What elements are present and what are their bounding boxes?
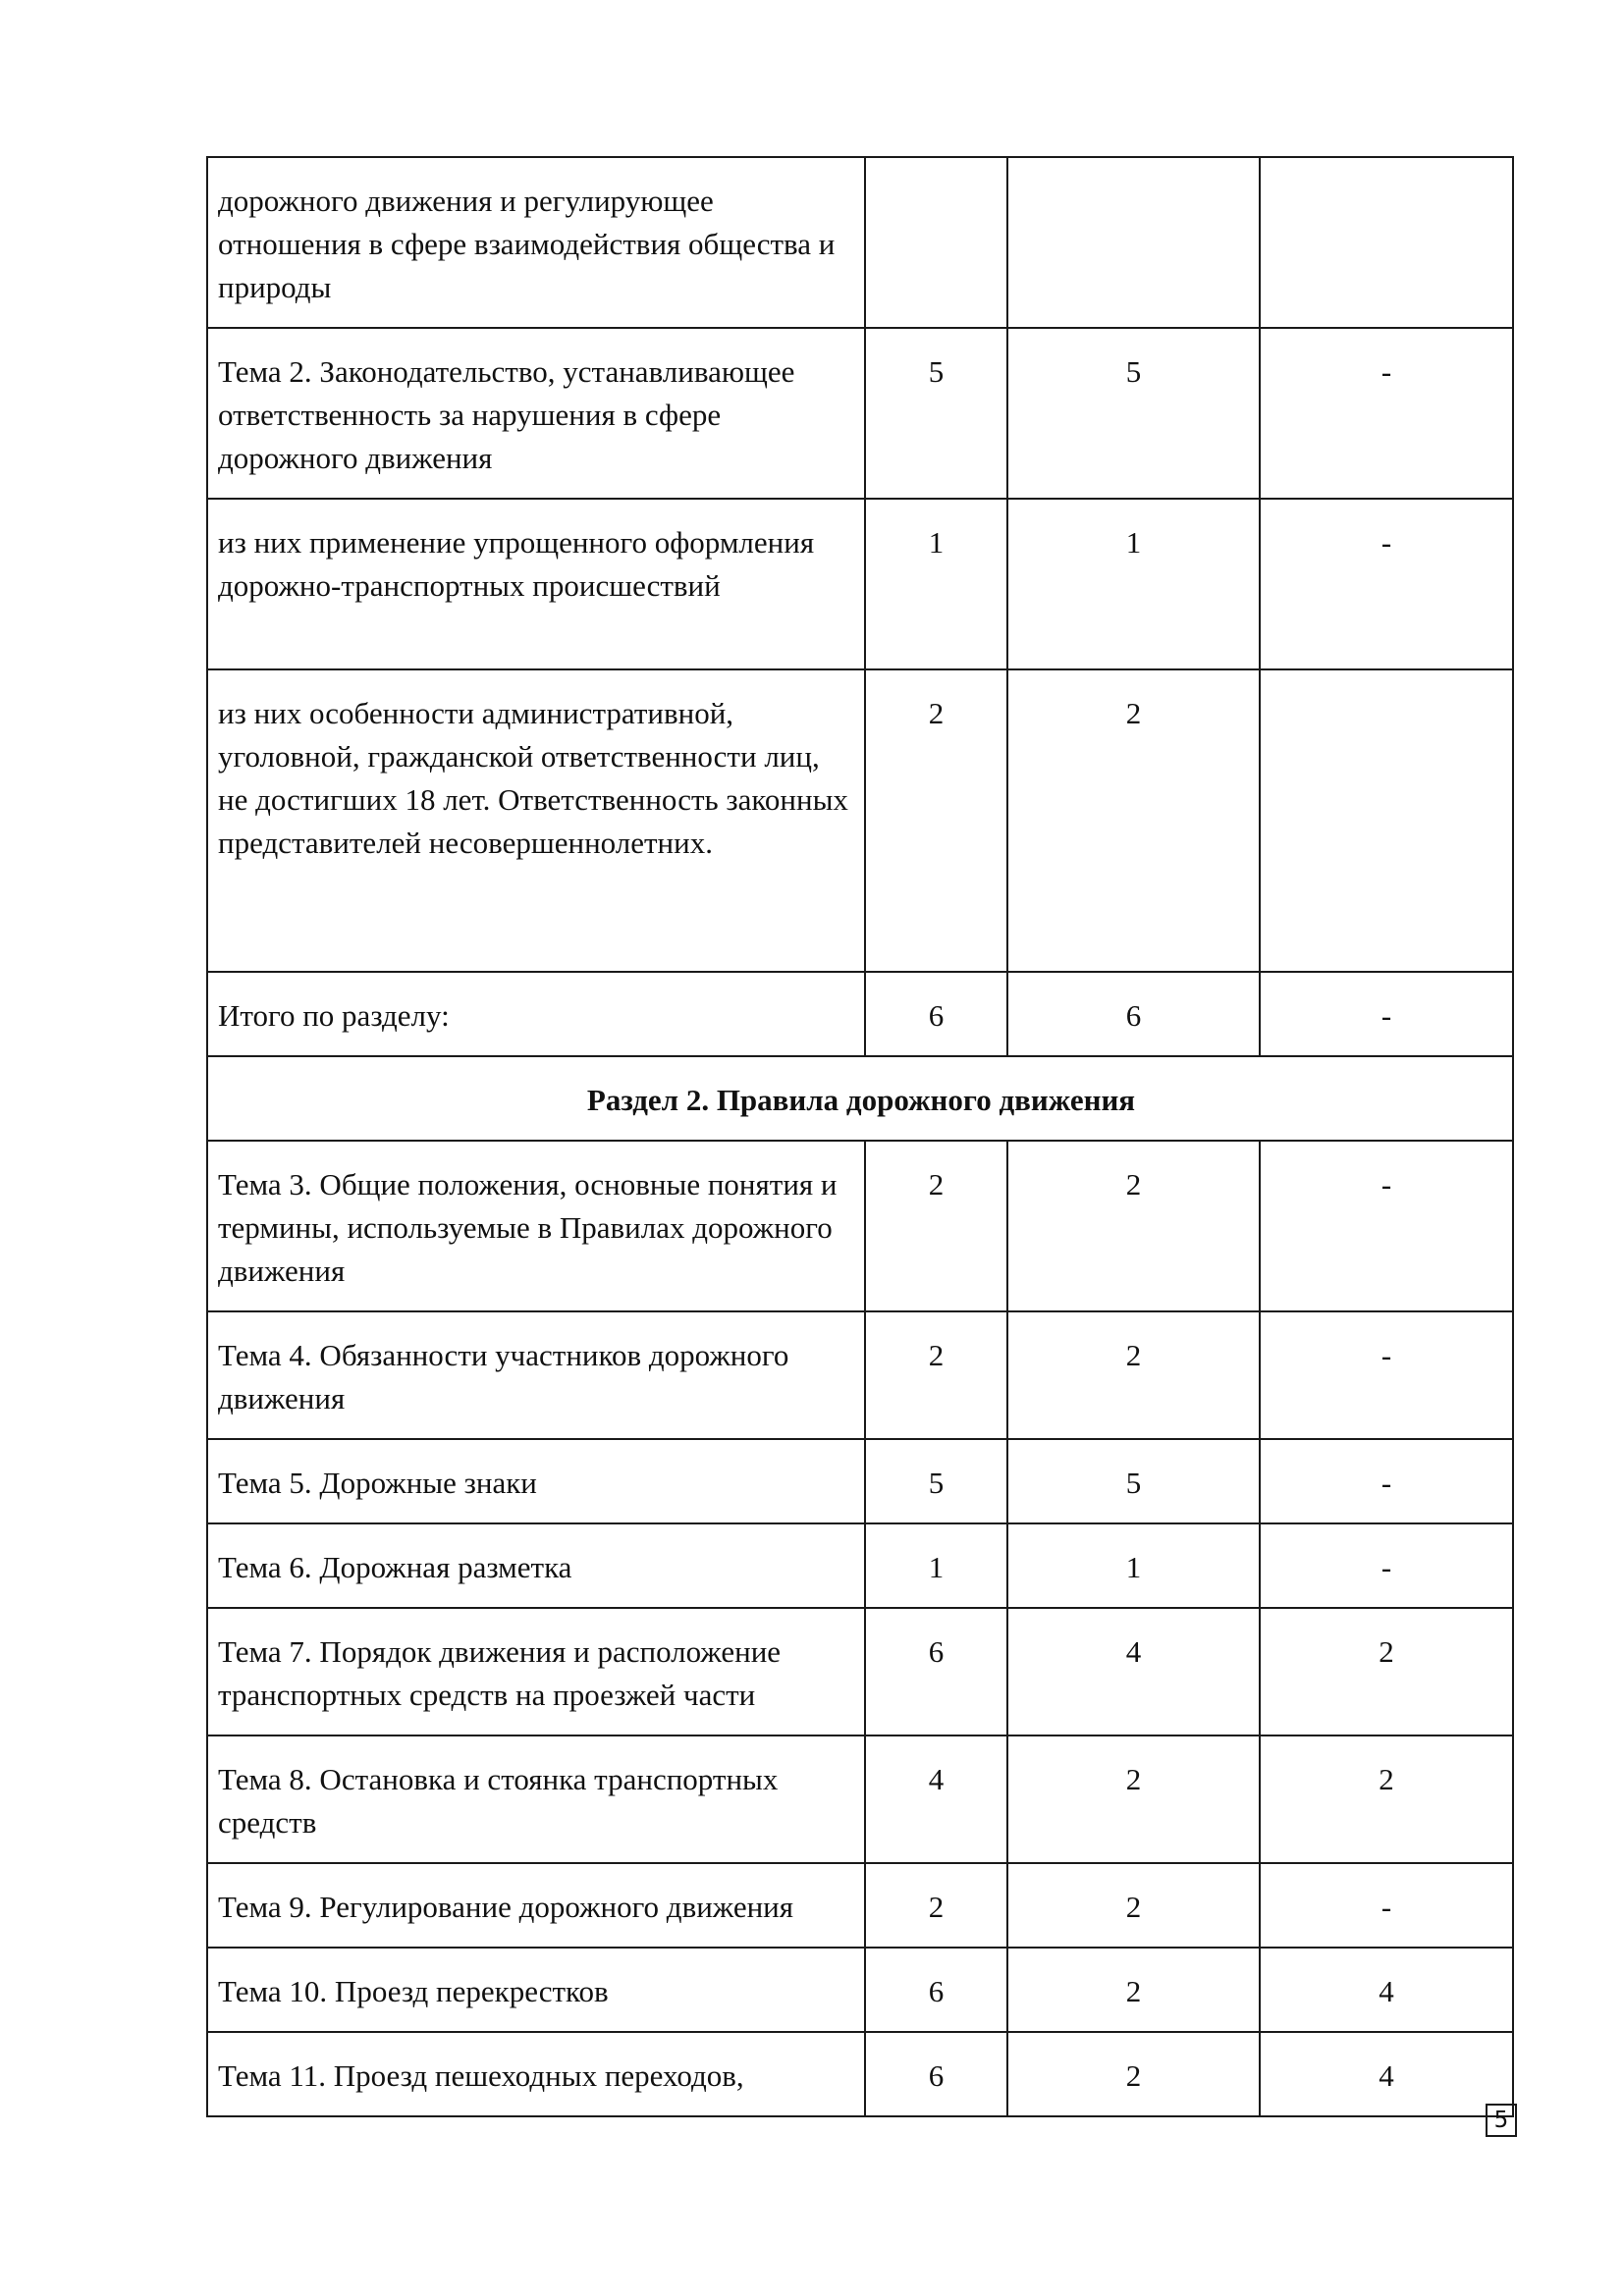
total-hours-cell: 6 xyxy=(865,1608,1007,1735)
total-hours-cell: 6 xyxy=(865,2032,1007,2116)
practice-hours-cell: 4 xyxy=(1260,2032,1513,2116)
topic-cell: Тема 10. Проезд перекрестков xyxy=(207,1948,865,2032)
theory-hours-cell: 4 xyxy=(1007,1608,1260,1735)
practice-hours-cell: 2 xyxy=(1260,1735,1513,1863)
page-number: 5 xyxy=(1486,2104,1517,2137)
topic-cell: Тема 9. Регулирование дорожного движения xyxy=(207,1863,865,1948)
topic-cell: Итого по разделу: xyxy=(207,972,865,1056)
theory-hours-cell: 6 xyxy=(1007,972,1260,1056)
table-row xyxy=(207,1311,1513,1439)
theory-hours-cell: 2 xyxy=(1007,2032,1260,2116)
practice-hours-cell: - xyxy=(1260,1311,1513,1439)
practice-hours-cell: - xyxy=(1260,1439,1513,1523)
table-row xyxy=(207,669,1513,972)
practice-hours-cell: - xyxy=(1260,1141,1513,1311)
practice-hours-cell: - xyxy=(1260,499,1513,669)
theory-hours-cell: 1 xyxy=(1007,1523,1260,1608)
theory-hours-cell: 5 xyxy=(1007,1439,1260,1523)
topic-cell: Тема 5. Дорожные знаки xyxy=(207,1439,865,1523)
practice-hours-cell xyxy=(1260,157,1513,328)
practice-hours-cell: - xyxy=(1260,328,1513,499)
topic-cell: Тема 7. Порядок движения и расположение транспортных средств на проезжей части xyxy=(207,1608,865,1735)
total-hours-cell: 2 xyxy=(865,1141,1007,1311)
theory-hours-cell xyxy=(1007,157,1260,328)
topic-cell: из них применение упрощенного оформления дорожно-транспортных происшествий xyxy=(207,499,865,669)
table-row xyxy=(207,157,1513,328)
theory-hours-cell: 1 xyxy=(1007,499,1260,669)
table-row xyxy=(207,1523,1513,1608)
total-hours-cell: 5 xyxy=(865,328,1007,499)
theory-hours-cell: 2 xyxy=(1007,1735,1260,1863)
table-row xyxy=(207,1735,1513,1863)
practice-hours-cell: - xyxy=(1260,1863,1513,1948)
practice-hours-cell: - xyxy=(1260,1523,1513,1608)
total-hours-cell: 5 xyxy=(865,1439,1007,1523)
table-row xyxy=(207,972,1513,1056)
section-header-row xyxy=(207,1056,1513,1141)
theory-hours-cell: 2 xyxy=(1007,1948,1260,2032)
theory-hours-cell: 2 xyxy=(1007,1141,1260,1311)
table-row xyxy=(207,1948,1513,2032)
total-hours-cell: 1 xyxy=(865,499,1007,669)
theory-hours-cell: 2 xyxy=(1007,1311,1260,1439)
table-row xyxy=(207,1439,1513,1523)
table-row xyxy=(207,1863,1513,1948)
theory-hours-cell: 5 xyxy=(1007,328,1260,499)
practice-hours-cell xyxy=(1260,669,1513,972)
total-hours-cell xyxy=(865,157,1007,328)
table-row xyxy=(207,328,1513,499)
topic-cell: Тема 2. Законодательство, устанавливающее ответственность за нарушения в сфере дорожного движения xyxy=(207,328,865,499)
section-title: Раздел 2. Правила дорожного движения xyxy=(207,1056,1513,1141)
total-hours-cell: 6 xyxy=(865,1948,1007,2032)
table-row xyxy=(207,1141,1513,1311)
topic-cell: из них особенности административной, уголовной, гражданской ответственности лиц, не достигших 18 лет. Ответственность законных представителей несовершеннолетних. xyxy=(207,669,865,972)
theory-hours-cell: 2 xyxy=(1007,1863,1260,1948)
curriculum-table xyxy=(206,156,1514,2117)
theory-hours-cell: 2 xyxy=(1007,669,1260,972)
practice-hours-cell: - xyxy=(1260,972,1513,1056)
total-hours-cell: 6 xyxy=(865,972,1007,1056)
table-row xyxy=(207,499,1513,669)
topic-cell: Тема 11. Проезд пешеходных переходов, xyxy=(207,2032,865,2116)
topic-cell: дорожного движения и регулирующее отношения в сфере взаимодействия общества и природы xyxy=(207,157,865,328)
topic-cell: Тема 3. Общие положения, основные понятия и термины, используемые в Правилах дорожного движения xyxy=(207,1141,865,1311)
practice-hours-cell: 4 xyxy=(1260,1948,1513,2032)
total-hours-cell: 2 xyxy=(865,1863,1007,1948)
practice-hours-cell: 2 xyxy=(1260,1608,1513,1735)
total-hours-cell: 1 xyxy=(865,1523,1007,1608)
table-row xyxy=(207,2032,1513,2116)
topic-cell: Тема 6. Дорожная разметка xyxy=(207,1523,865,1608)
topic-cell: Тема 4. Обязанности участников дорожного движения xyxy=(207,1311,865,1439)
table-row xyxy=(207,1608,1513,1735)
total-hours-cell: 2 xyxy=(865,1311,1007,1439)
total-hours-cell: 4 xyxy=(865,1735,1007,1863)
topic-cell: Тема 8. Остановка и стоянка транспортных средств xyxy=(207,1735,865,1863)
total-hours-cell: 2 xyxy=(865,669,1007,972)
